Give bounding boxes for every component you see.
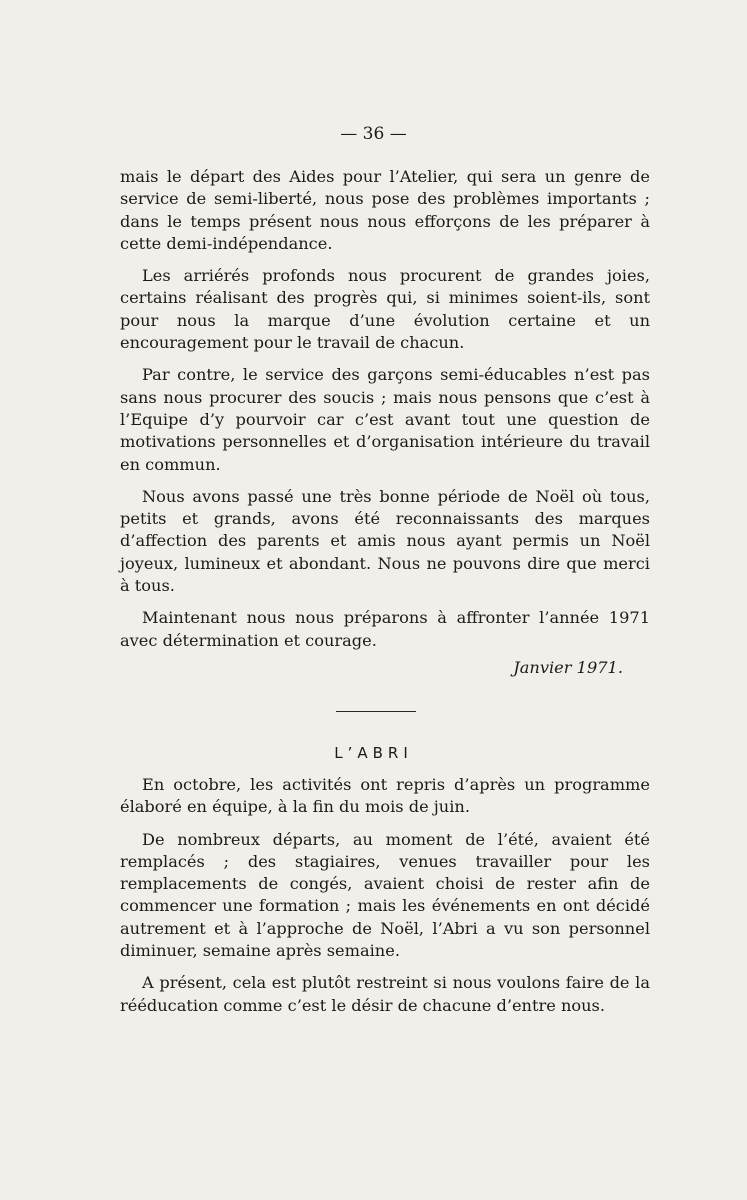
paragraph: Les arriérés profonds nous procurent de grandes joies, certains réalisant des progrès qui, si minimes soient-ils, sont pour nous la marque d’une évolution certaine et un encouragement pour le travail de chacun. xyxy=(120,266,650,353)
paragraph: Maintenant nous nous préparons à affronter l’année 1971 avec détermination et courage. xyxy=(120,608,650,650)
paragraph: Par contre, le service des garçons semi-éducables n’est pas sans nous procurer des soucis ; mais nous pensons que c’est à l’Equipe d’y pourvoir car c’est avant tout une question de motivations personnelles et d’organisation intérieure du travail en commun. xyxy=(120,365,650,474)
paragraph: mais le départ des Aides pour l’Atelier, qui sera un genre de service de semi-liberté, nous pose des problèmes importants ; dans le temps présent nous nous efforçons de les préparer à cette demi-indépendance. xyxy=(120,167,650,253)
text-block-continued xyxy=(120,166,650,662)
page-number: — 36 — xyxy=(340,124,407,144)
paragraph: A présent, cela est plutôt restreint si nous voulons faire de la rééducation comme c’est le désir de chacune d’entre nous. xyxy=(120,973,650,1015)
date-signature: Janvier 1971. xyxy=(513,658,623,677)
paragraph: Nous avons passé une très bonne période de Noël où tous, petits et grands, avons été reconnaissants des marques d’affection des parents et amis nous ayant permis un Noël joyeux, lumineux et abondant. Nous ne pouvons dire que merci à tous. xyxy=(120,486,650,596)
section-title: L’ABRI xyxy=(334,744,413,762)
text-block-abri xyxy=(120,774,650,1027)
section-divider xyxy=(336,711,416,712)
paragraph: En octobre, les activités ont repris d’après un programme élaboré en équipe, à la fin du mois de juin. xyxy=(120,775,650,817)
paragraph: De nombreux départs, au moment de l’été, avaient été remplacés ; des stagiaires, venues travailler pour les remplacements de congés, avaient choisi de rester afin de commencer une formation ; mais les événements en ont décidé autrement et à l’approche de Noël, l’Abri a vu son personnel diminuer, semaine après semaine. xyxy=(120,829,650,961)
